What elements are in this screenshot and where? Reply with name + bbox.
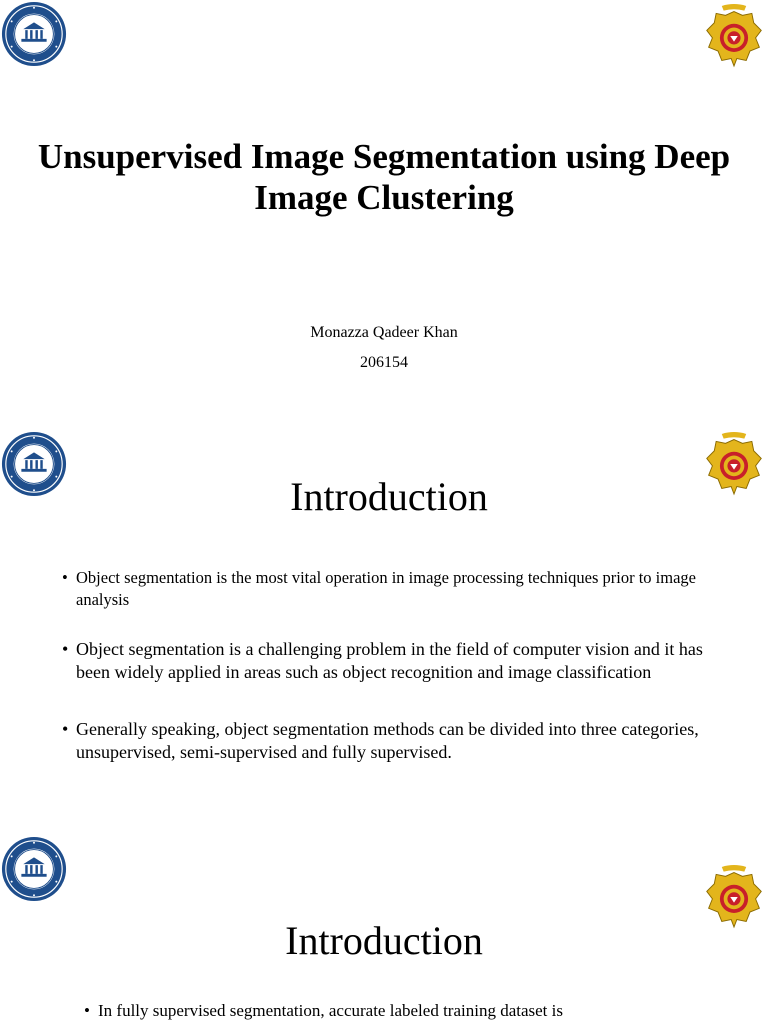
- bullet-list: [62, 567, 722, 764]
- author-id: 206154: [360, 354, 408, 371]
- bullet-text: In fully supervised segmentation, accurate labeled training dataset is: [98, 1001, 563, 1020]
- badge-emblem-icon: [703, 2, 765, 75]
- presentation-title: Unsupervised Image Segmentation using Deep Image Clustering: [37, 137, 731, 217]
- introduction-slide: [0, 420, 768, 833]
- bullet-text: Generally speaking, object segmentation methods can be divided into three categories, unsupervised, semi-supervised and fully supervised.: [76, 719, 699, 762]
- bullet-list: [84, 1000, 744, 1022]
- bullet-text: Object segmentation is the most vital operation in image processing techniques prior to image analysis: [76, 568, 696, 609]
- list-item: [62, 567, 722, 611]
- bullet-icon: •: [62, 719, 69, 739]
- bullet-icon: •: [84, 1001, 90, 1020]
- title-slide: [0, 0, 768, 420]
- introduction-slide-2: [0, 833, 768, 1024]
- university-seal-icon: [0, 0, 68, 73]
- list-item: [62, 638, 722, 684]
- bullet-icon: •: [62, 568, 68, 587]
- bullet-icon: •: [62, 639, 69, 659]
- author-block: [0, 318, 768, 378]
- author-name: Monazza Qadeer Khan: [310, 324, 458, 341]
- slide-heading: Introduction: [290, 474, 488, 519]
- list-item: [84, 1000, 744, 1022]
- bullet-text: Object segmentation is a challenging problem in the field of computer vision and it has been widely applied in areas such as object recognition and image classification: [76, 639, 703, 682]
- university-seal-icon: [0, 835, 68, 908]
- list-item: [62, 718, 722, 764]
- slide-heading: Introduction: [285, 918, 483, 963]
